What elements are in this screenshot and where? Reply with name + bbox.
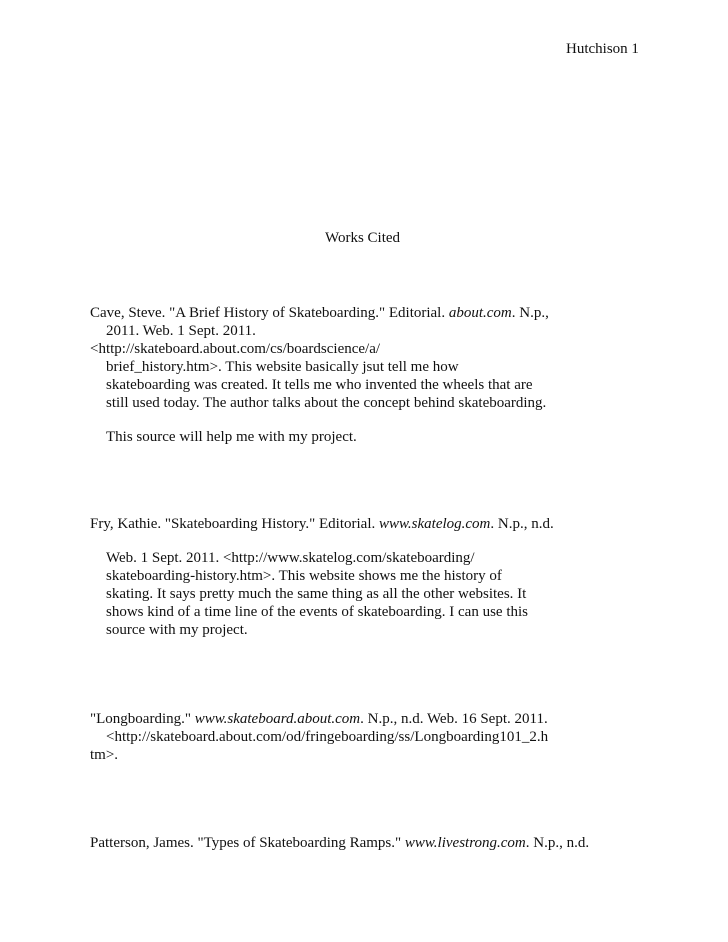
citation-line <box>90 515 554 533</box>
citation-text: . N.p., n.d. Web. 16 Sept. 2011. <box>360 711 548 727</box>
citation-line: Web. 1 Sept. 2011. <http://www.skatelog.com/skateboarding/ <box>106 550 475 566</box>
page-header: Hutchison 1 <box>566 41 639 57</box>
citation-line: 2011. Web. 1 Sept. 2011. <box>106 323 256 339</box>
citation-line <box>90 304 549 322</box>
citation-source-italic: about.com <box>448 305 512 321</box>
citation-text: . N.p., <box>511 305 549 321</box>
citation-line: skateboarding was created. It tells me who invented the wheels that are <box>106 377 533 393</box>
citation-source-italic: www.skatelog.com <box>379 516 491 532</box>
citation-text: Cave, Steve. "A Brief History of Skateboarding." Editorial. <box>90 305 449 321</box>
citation-line: tm>. <box>90 747 119 763</box>
citation-line <box>90 710 548 728</box>
citation-text: Patterson, James. "Types of Skateboarding Ramps." <box>90 835 405 851</box>
citation-line: shows kind of a time line of the events of skateboarding. I can use this <box>106 604 528 620</box>
citation-line <box>90 834 589 852</box>
citation-line: still used today. The author talks about the concept behind skateboarding. <box>106 395 547 411</box>
citation-line: skateboarding-history.htm>. This website shows me the history of <box>106 568 502 584</box>
citation-text: Fry, Kathie. "Skateboarding History." Editorial. <box>90 516 379 532</box>
citation-line: <http://skateboard.about.com/cs/boardscience/a/ <box>90 341 381 357</box>
page-title: Works Cited <box>325 230 401 246</box>
citation-text: . N.p., n.d. <box>525 835 590 851</box>
citation-text: "Longboarding." <box>90 711 195 727</box>
citation-source-italic: www.skateboard.about.com <box>194 711 361 727</box>
citation-line: source with my project. <box>106 622 248 638</box>
citation-line: This source will help me with my project. <box>106 429 357 445</box>
citation-source-italic: www.livestrong.com <box>404 835 526 851</box>
citation-text: . N.p., n.d. <box>490 516 554 532</box>
citation-line: brief_history.htm>. This website basically jsut tell me how <box>106 359 459 375</box>
citation-line: skating. It says pretty much the same thing as all the other websites. It <box>106 586 527 602</box>
citation-line: <http://skateboard.about.com/od/fringeboarding/ss/Longboarding101_2.h <box>106 729 549 745</box>
